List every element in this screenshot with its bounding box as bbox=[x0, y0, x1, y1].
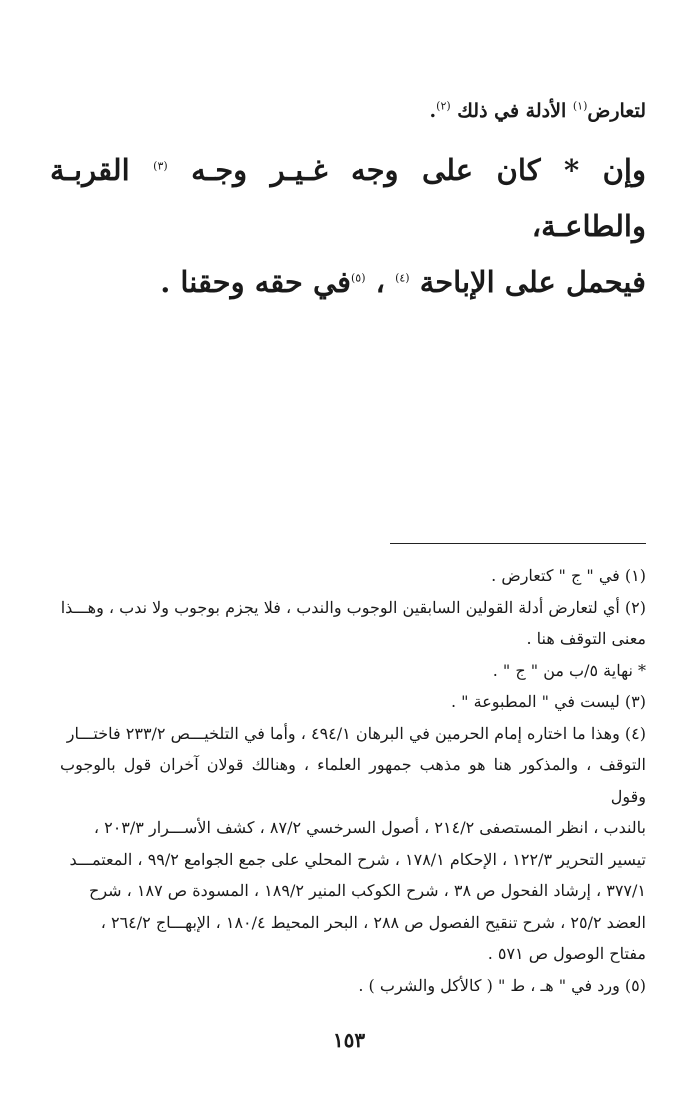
footnote-2-continuation: معنى التوقف هنا . bbox=[526, 629, 646, 648]
footnote-ref-5: (٥) bbox=[351, 271, 366, 285]
footnote-separator bbox=[390, 543, 646, 544]
footnote-4-line-2: التوقف ، والمذكور هنا هو مذهب جمهور العلماء ، وهنالك قولان آخران قول بالوجوب وقول bbox=[60, 755, 646, 806]
main-line-3-part-b: ، bbox=[365, 265, 396, 299]
main-line-3-part-a: فيحمل على الإباحة bbox=[409, 265, 646, 299]
footnote-ref-1: (١) bbox=[572, 99, 588, 113]
main-line-1-end: . bbox=[429, 100, 437, 122]
footnote-4-line-5: ٣٧٧/١ ، إرشاد الفحول ص ٣٨ ، شرح الكوكب المنير ١٨٩/٢ ، المسودة ص ١٨٧ ، شرح bbox=[89, 881, 646, 900]
footnote-4-line-7: مفتاح الوصول ص ٥٧١ . bbox=[487, 944, 646, 963]
page-number: ١٥٣ bbox=[332, 1028, 366, 1052]
main-line-1-mid: الأدلة في ذلك bbox=[450, 100, 573, 122]
footnote-star: * نهاية ٥/ب من " ج " . bbox=[492, 660, 646, 680]
main-line-2-part-b: القربـة والطاعـة، bbox=[50, 153, 646, 243]
main-line-2-part-a: وإن * كان على وجه غـيـر وجـه bbox=[167, 153, 646, 187]
footnote-4-line-1: (٤) وهذا ما اختاره إمام الحرمين في البرهان ٤٩٤/١ ، وأما في التلخيـــص ٢٣٣/٢ فاختـــار bbox=[66, 723, 646, 743]
footnotes-block bbox=[60, 560, 646, 1001]
footnote-2: (٢) أي لتعارض أدلة القولين السابقين الوجوب والندب ، فلا يجزم بوجوب ولا ندب ، وهـــذا bbox=[60, 597, 646, 617]
footnote-3: (٣) ليست في " المطبوعة " . bbox=[451, 692, 646, 711]
footnote-4-line-4: تيسير التحرير ١٢٢/٣ ، الإحكام ١٧٨/١ ، شرح المحلي على جمع الجوامع ٩٩/٢ ، المعتمـــد bbox=[69, 849, 646, 869]
main-line-3 bbox=[50, 254, 646, 310]
footnote-4-line-3: بالندب ، انظر المستصفى ٢١٤/٢ ، أصول السرخسي ٨٧/٢ ، كشف الأســـرار ٢٠٣/٣ ، bbox=[93, 818, 646, 837]
main-text-block bbox=[50, 96, 646, 310]
main-line-3-part-c: في حقه وحقنا . bbox=[160, 265, 351, 299]
footnote-4-line-6: العضد ٢٥/٢ ، شرح تنقيح الفصول ص ٢٨٨ ، البحر المحيط ١٨٠/٤ ، الإبهـــاج ٢٦٤/٢ ، bbox=[100, 912, 646, 932]
main-line-1-text: لتعارض bbox=[587, 100, 646, 122]
main-line-1 bbox=[50, 96, 646, 126]
main-line-2 bbox=[50, 142, 646, 254]
footnote-ref-3: (٣) bbox=[153, 159, 168, 173]
footnote-5: (٥) ورد في " هـ ، ط " ( كالأكل والشرب ) . bbox=[358, 975, 646, 995]
footnote-1: (١) في " ج " كتعارض . bbox=[491, 566, 646, 585]
footnote-ref-4: (٤) bbox=[395, 271, 410, 285]
footnote-ref-2: (٢) bbox=[436, 99, 451, 113]
